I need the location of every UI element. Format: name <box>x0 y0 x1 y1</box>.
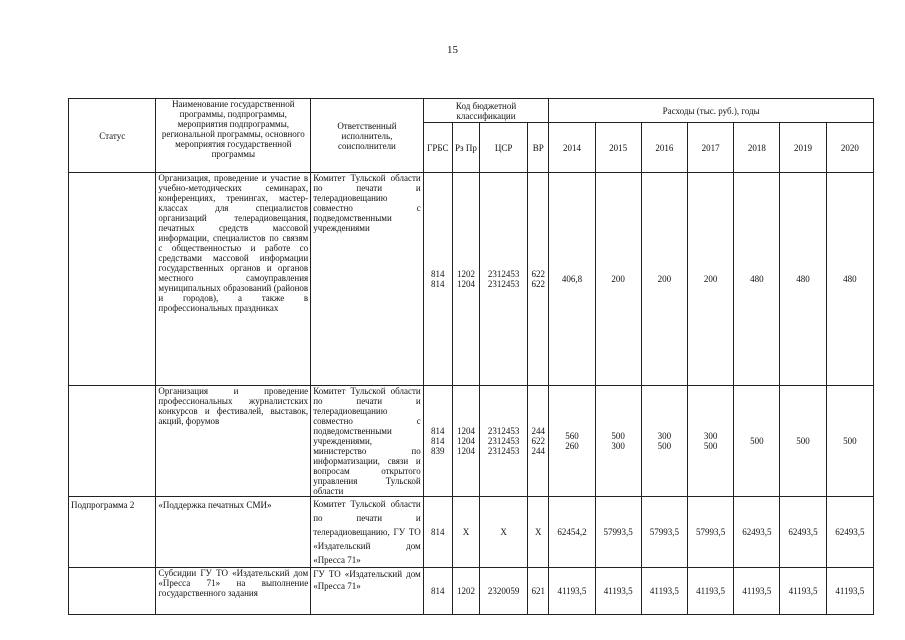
cell-2018: 41193,5 <box>734 568 780 615</box>
header-year-2018: 2018 <box>734 123 780 173</box>
header-name: Наименование государственной программы, подпрограммы, мероприятия подпрограммы, региональной программы, основного мероприятия государственной программы <box>156 99 311 173</box>
table-row-contests <box>69 386 874 497</box>
header-executor: Ответственный исполнитель, соисполнители <box>311 99 424 173</box>
cell-csr: Х <box>480 497 528 568</box>
cell-2018: 500 <box>734 386 780 497</box>
cell-executor: Комитет Тульской области по печати и телерадиовещанию, ГУ ТО «Издательский дом «Пресса 71» <box>311 497 424 568</box>
header-year-2019: 2019 <box>780 123 826 173</box>
cell-name: Организация, проведение и участие в учебно-методических семинарах, конференциях, тренингах, мастер-классах для специалистов организаций телерадиовещания, печатных средств массовой информации, специалистов по связям с общественностью и работе со средствами массовой информации государственных органов и органов местного самоуправления муниципальных образований (районов и городов), а также в профессиональных праздниках <box>156 173 311 386</box>
header-grbs: ГРБС <box>423 123 452 173</box>
header-year-2016: 2016 <box>641 123 687 173</box>
cell-2019: 500 <box>780 386 826 497</box>
cell-2016: 57993,5 <box>641 497 687 568</box>
cell-2015: 57993,5 <box>595 497 641 568</box>
cell-executor: Комитет Тульской области по печати и телерадиовещанию совместно с подведомственными учреждениями <box>311 173 424 386</box>
cell-name: «Поддержка печатных СМИ» <box>156 497 311 568</box>
cell-rzpr: Х <box>452 497 479 568</box>
header-vr: ВР <box>528 123 549 173</box>
cell-2019: 480 <box>780 173 826 386</box>
table-row-subprogram-2 <box>69 497 874 568</box>
cell-vr: 244 622 244 <box>528 386 549 497</box>
cell-csr: 2320059 <box>480 568 528 615</box>
cell-status <box>69 173 156 386</box>
header-year-2015: 2015 <box>595 123 641 173</box>
table-row-seminars <box>69 173 874 386</box>
table-row-subsidy <box>69 568 874 615</box>
cell-2014: 41193,5 <box>549 568 595 615</box>
cell-2017: 300 500 <box>688 386 734 497</box>
cell-2018: 62493,5 <box>734 497 780 568</box>
cell-2019: 62493,5 <box>780 497 826 568</box>
cell-csr: 2312453 2312453 <box>480 173 528 386</box>
cell-executor: Комитет Тульской области по печати и телерадиовещанию совместно с подведомственными учреждениями, министерство по информатизации, связи и вопросам открытого управления Тульской области <box>311 386 424 497</box>
cell-2016: 300 500 <box>641 386 687 497</box>
header-year-2020: 2020 <box>826 123 873 173</box>
cell-grbs: 814 <box>423 568 452 615</box>
cell-2014: 62454,2 <box>549 497 595 568</box>
cell-rzpr: 1202 <box>452 568 479 615</box>
page-number: 15 <box>447 44 458 56</box>
cell-2015: 500 300 <box>595 386 641 497</box>
cell-2017: 41193,5 <box>688 568 734 615</box>
cell-rzpr: 1202 1204 <box>452 173 479 386</box>
budget-table <box>68 98 874 615</box>
header-row-top <box>69 99 874 123</box>
header-status: Статус <box>69 99 156 173</box>
cell-status: Подпрограмма 2 <box>69 497 156 568</box>
cell-executor: ГУ ТО «Издательский дом «Пресса 71» <box>311 568 424 615</box>
cell-2020: 62493,5 <box>826 497 873 568</box>
header-rzpr: Рз Пр <box>452 123 479 173</box>
cell-csr: 2312453 2312453 2312453 <box>480 386 528 497</box>
cell-vr: 621 <box>528 568 549 615</box>
cell-grbs: 814 <box>423 497 452 568</box>
cell-2020: 41193,5 <box>826 568 873 615</box>
cell-grbs: 814 814 839 <box>423 386 452 497</box>
cell-name: Организация и проведение профессиональных журналистских конкурсов и фестивалей, выставок, акций, форумов <box>156 386 311 497</box>
cell-2016: 41193,5 <box>641 568 687 615</box>
cell-status <box>69 386 156 497</box>
header-year-2017: 2017 <box>688 123 734 173</box>
cell-2020: 500 <box>826 386 873 497</box>
cell-grbs: 814 814 <box>423 173 452 386</box>
header-year-2014: 2014 <box>549 123 595 173</box>
header-expenses: Расходы (тыс. руб.), годы <box>549 99 874 123</box>
cell-vr: Х <box>528 497 549 568</box>
cell-2017: 57993,5 <box>688 497 734 568</box>
cell-rzpr: 1204 1204 1204 <box>452 386 479 497</box>
cell-2019: 41193,5 <box>780 568 826 615</box>
cell-2020: 480 <box>826 173 873 386</box>
header-budget-code: Код бюджетной классификации <box>423 99 549 123</box>
cell-vr: 622 622 <box>528 173 549 386</box>
cell-2018: 480 <box>734 173 780 386</box>
cell-2017: 200 <box>688 173 734 386</box>
cell-name: Субсидии ГУ ТО «Издательский дом «Пресса 71» на выполнение государственного задания <box>156 568 311 615</box>
cell-status <box>69 568 156 615</box>
cell-2015: 200 <box>595 173 641 386</box>
cell-2015: 41193,5 <box>595 568 641 615</box>
cell-2014: 560 260 <box>549 386 595 497</box>
cell-2016: 200 <box>641 173 687 386</box>
header-csr: ЦСР <box>480 123 528 173</box>
cell-2014: 406,8 <box>549 173 595 386</box>
